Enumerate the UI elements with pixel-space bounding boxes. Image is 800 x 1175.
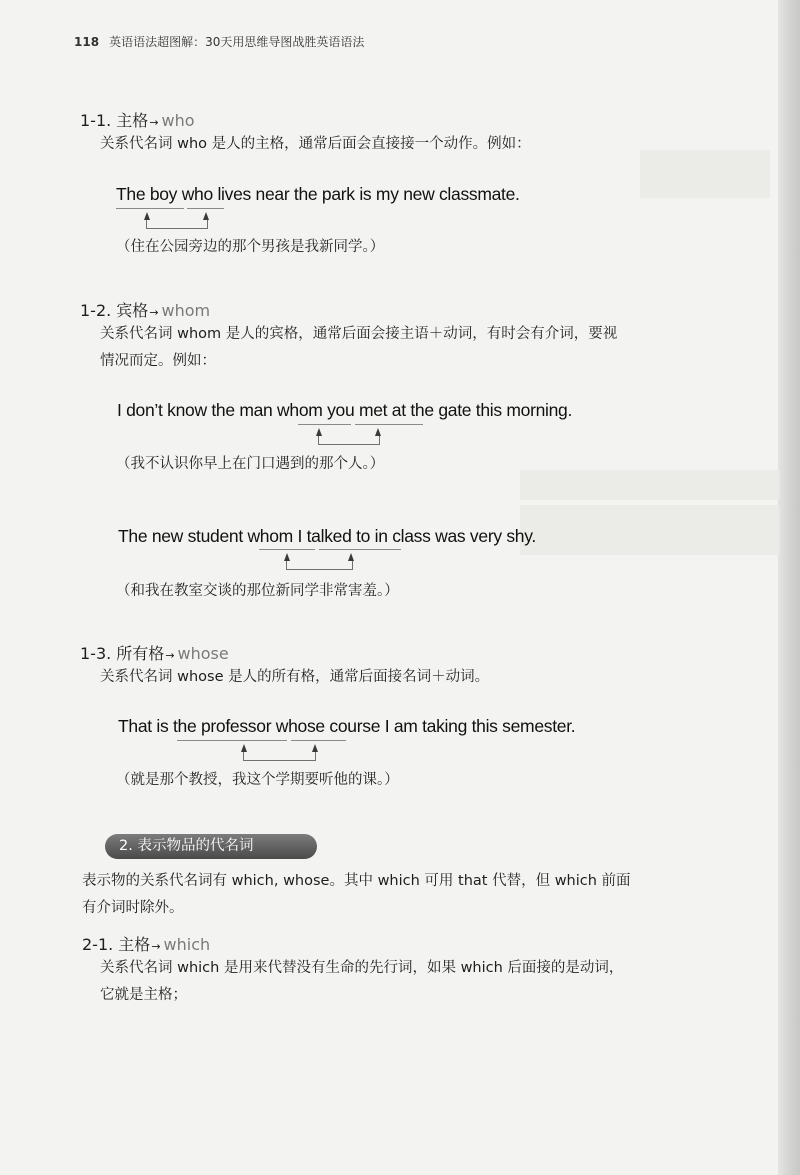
connector-line (286, 561, 353, 570)
arrow-up-icon (241, 744, 247, 752)
section-badge: 2. 表示物品的代名词 (105, 834, 317, 859)
underline (298, 424, 351, 425)
connector-line (318, 436, 380, 445)
arrow-icon: → (165, 649, 175, 662)
translation: （就是那个教授，我这个学期要听他的课。） (116, 772, 399, 788)
running-header (74, 33, 364, 50)
description-line-1: 关系代名词 whom 是人的宾格，通常后面会接主语＋动词，有时会有介词，要视 (100, 326, 618, 342)
section-number: 1-2. 宾格 (80, 301, 149, 320)
description-line-2: 它就是主格； (100, 987, 187, 1003)
arrow-up-icon (144, 212, 150, 220)
section-heading-1-1 (80, 108, 195, 131)
translation: （住在公园旁边的那个男孩是我新同学。） (116, 239, 385, 255)
example-sentence: That is the professor whose course I am taking this semester. (118, 716, 576, 736)
underline (116, 208, 184, 209)
keyword: whom (161, 301, 211, 320)
underline (291, 740, 346, 741)
translation: （和我在教室交谈的那位新同学非常害羞。） (116, 583, 399, 599)
underline (259, 549, 315, 550)
arrow-icon: → (149, 306, 159, 319)
example-sentence: I don’t know the man whom you met at the gate this morning. (117, 400, 573, 420)
keyword: which (163, 935, 211, 954)
arrow-up-icon (284, 553, 290, 561)
section-heading-2-1 (82, 932, 210, 955)
arrow-up-icon (375, 428, 381, 436)
intro-line-2: 有介词时除外。 (82, 900, 184, 916)
description: 关系代名词 who 是人的主格，通常后面会直接接一个动作。例如： (100, 136, 531, 152)
description-line-2: 情况而定。例如： (100, 353, 216, 369)
connector-line (146, 220, 208, 229)
keyword: whose (177, 644, 229, 663)
example-sentence: The boy who lives near the park is my new classmate. (116, 184, 520, 204)
arrow-up-icon (348, 553, 354, 561)
page-number: 118 (74, 35, 100, 49)
keyword: who (161, 111, 195, 130)
intro-line-1: 表示物的关系代名词有 which, whose。其中 which 可用 that 代替，但 which 前面 (82, 873, 631, 889)
section-number: 1-3. 所有格 (80, 644, 165, 663)
arrow-up-icon (312, 744, 318, 752)
underline (177, 740, 287, 741)
section-heading-1-2 (80, 298, 210, 321)
bleed-through-block (520, 470, 780, 500)
section-number: 2-1. 主格 (82, 935, 151, 954)
arrow-up-icon (316, 428, 322, 436)
underline (355, 424, 423, 425)
bleed-through-block (640, 150, 770, 198)
translation: （我不认识你早上在门口遇到的那个人。） (116, 456, 385, 472)
connector-line (243, 752, 316, 761)
arrow-up-icon (203, 212, 209, 220)
description-line-1: 关系代名词 which 是用来代替没有生命的先行词，如果 which 后面接的是动词， (100, 960, 624, 976)
example-sentence: The new student whom I talked to in class was very shy. (118, 526, 536, 546)
arrow-icon: → (151, 940, 161, 953)
book-title: 英语语法超图解：30天用思维导图战胜英语语法 (109, 35, 365, 49)
description: 关系代名词 whose 是人的所有格，通常后面接名词＋动词。 (100, 669, 490, 685)
section-number: 1-1. 主格 (80, 111, 149, 130)
bleed-through-block (520, 505, 780, 555)
arrow-icon: → (149, 116, 159, 129)
underline (319, 549, 401, 550)
page-edge (778, 0, 800, 1175)
underline (187, 208, 224, 209)
section-heading-1-3 (80, 641, 229, 664)
